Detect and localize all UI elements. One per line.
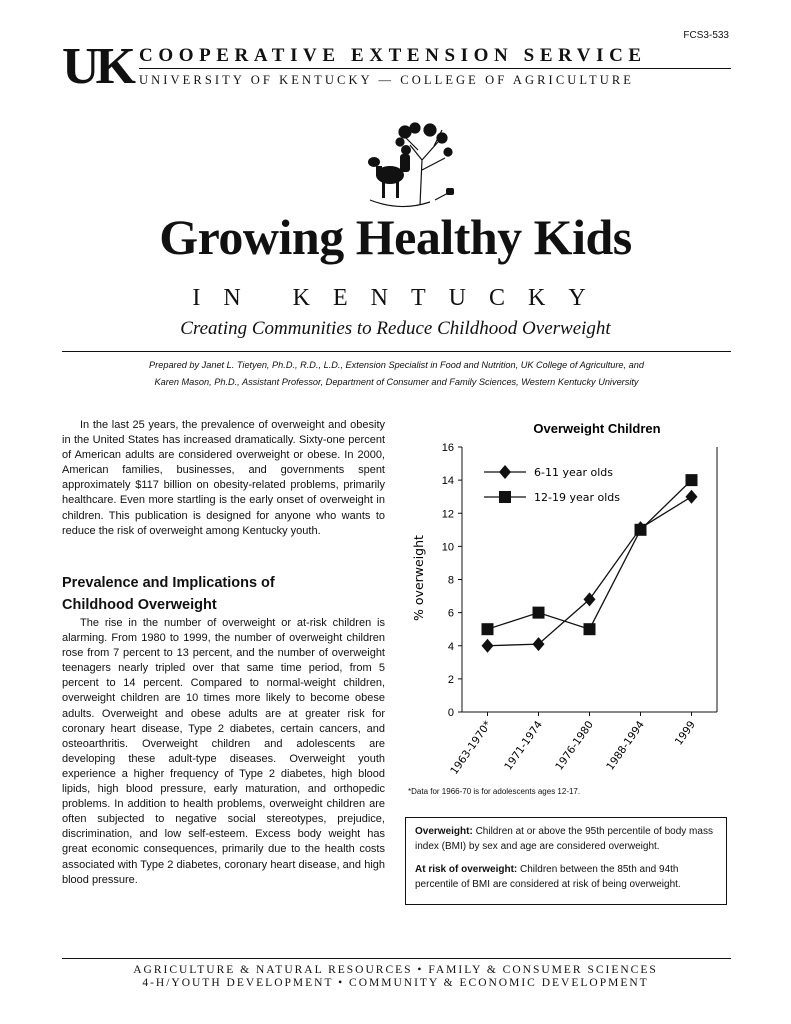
chart-y-ticks: [442, 442, 462, 719]
x-tick-label: 1963-1970*: [448, 718, 494, 777]
y-tick-label: 14: [441, 475, 454, 488]
definitions-box: [405, 817, 727, 905]
diamond-marker: [482, 639, 494, 653]
square-marker: [635, 524, 647, 536]
section-body: [62, 616, 385, 888]
legend-label: 12-19 year olds: [534, 491, 620, 504]
x-tick-label: 1999: [672, 718, 698, 748]
intro-text: In the last 25 years, the prevalence of overweight and obesity in the United States has increased dramatically. Sixty-one percent of American adults are considered overweight or obese. In 2000, American families, businesses, and governments spent approximately $117 billion on obesity-related problems, primarily healthcare. Even more startling is the early onset of overweight in children. This publication is designed for anyone who wants to reduce the risk of overweight among Kentucky youth.: [62, 419, 385, 537]
diamond-marker: [686, 490, 698, 504]
y-tick-label: 2: [447, 673, 454, 686]
author-credits: [62, 357, 731, 391]
square-marker: [499, 491, 511, 503]
square-marker: [584, 623, 596, 635]
y-tick-label: 8: [447, 574, 454, 587]
publication-number: FCS3-533: [683, 30, 729, 41]
section-heading: [62, 572, 385, 616]
section-heading-line-1: Prevalence and Implications of: [62, 575, 275, 591]
legend-label: 6-11 year olds: [534, 466, 613, 479]
x-tick-label: 1971-1974: [502, 718, 545, 773]
state-title: IN KENTUCKY: [192, 285, 609, 311]
footer-program-areas-1: AGRICULTURE & NATURAL RESOURCES • FAMILY & CONSUMER SCIENCES: [133, 964, 658, 976]
x-tick-label: 1988-1994: [604, 718, 647, 773]
square-marker: [533, 607, 545, 619]
uk-logo: UK: [62, 38, 132, 95]
overweight-term: Overweight:: [415, 826, 473, 837]
section-body-text: The rise in the number of overweight or at-risk children is alarming. From 1980 to 1999, the number of overweight children rose from 7 percent to 13 percent, and the number of overweight teenagers nearly tripled over that same time period, from 5 percent to 14 percent. Compared to normal-weight children, overweight children are 10 times more likely to become obese adults. Overweight and obese adults are at greater risk for coronary heart disease, Type 2 diabetes, certain cancers, and osteoarthritis. Overweight children and adolescents are developing these adult-type diseases. Overweight youth experience a higher frequency of Type 2 diabetes, high blood lipids, high blood pressure, early maturation, and orthopedic problems. In addition to health problems, overweight children are often subjected to negative social stereotypes, prejudice, discrimination, and low self-esteem. Excess body weight has great economic consequences, primarily due to the health costs associated with Type 2 diabetes, coronary heart disease, and high blood pressure.: [62, 617, 385, 886]
y-tick-label: 12: [441, 508, 454, 521]
subtitle: Creating Communities to Reduce Childhood Overweight: [180, 318, 611, 339]
at-risk-definition: [415, 863, 717, 892]
main-title: Growing Healthy Kids: [159, 209, 632, 265]
section-heading-line-2: Childhood Overweight: [62, 597, 217, 613]
chart-legend: [484, 465, 620, 504]
overweight-children-chart: [404, 418, 729, 783]
at-risk-term: At risk of overweight:: [415, 864, 518, 875]
chart-footnote: *Data for 1966-70 is for adolescents ages 12-17.: [408, 787, 581, 796]
overweight-definition: [415, 825, 717, 854]
y-tick-label: 0: [447, 707, 454, 719]
overweight-text: Children at or above the 95th percentile of body mass index (BMI) by sex and age are considered overweight.: [415, 826, 713, 852]
square-marker: [686, 474, 698, 486]
y-tick-label: 4: [447, 640, 454, 653]
service-name: COOPERATIVE EXTENSION SERVICE: [139, 45, 647, 66]
x-tick-label: 1976-1980: [553, 718, 596, 773]
author-credits-line-2: Karen Mason, Ph.D., Assistant Professor, Department of Consumer and Family Sciences, Western Kentucky University: [154, 377, 639, 387]
title-rule: [62, 351, 731, 352]
intro-paragraph: [62, 418, 385, 539]
chart-title: Overweight Children: [533, 421, 661, 436]
chart-x-ticks: [448, 712, 698, 777]
chart-axes: [462, 447, 717, 712]
square-marker: [482, 623, 494, 635]
y-tick-label: 16: [441, 442, 454, 454]
y-tick-label: 10: [441, 541, 454, 554]
footer-rule: [62, 958, 731, 959]
header-rule: [139, 68, 731, 69]
at-risk-text: Children between the 85th and 94th percentile of BMI are considered at risk of being overweight.: [415, 864, 681, 890]
diamond-marker: [499, 465, 511, 479]
author-credits-line-1: Prepared by Janet L. Tietyen, Ph.D., R.D., L.D., Extension Specialist in Food and Nutrition, UK College of Agriculture, and: [149, 360, 644, 370]
y-tick-label: 6: [447, 607, 454, 620]
university-name: UNIVERSITY OF KENTUCKY — COLLEGE OF AGRICULTURE: [139, 73, 635, 87]
footer-program-areas-2: 4-H/YOUTH DEVELOPMENT • COMMUNITY & ECONOMIC DEVELOPMENT: [142, 977, 649, 989]
diamond-marker: [533, 637, 545, 651]
rocking-horse-illustration: [360, 120, 460, 210]
chart-y-axis-label: % overweight: [411, 535, 426, 621]
